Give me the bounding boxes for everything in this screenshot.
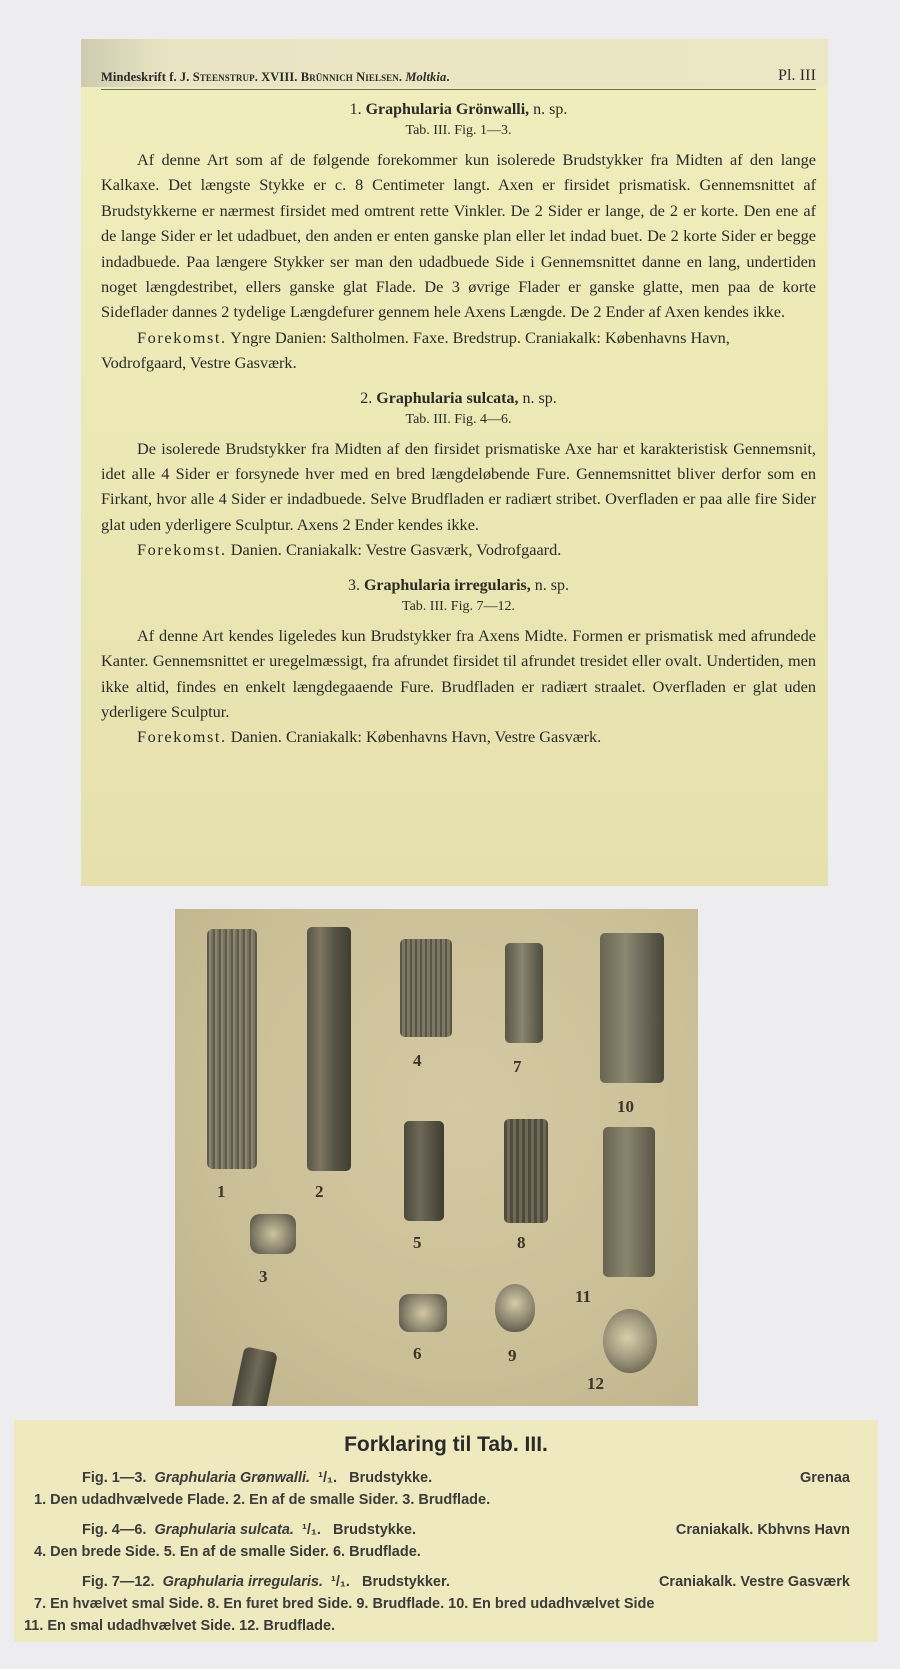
species-name: Graphularia sulcata, xyxy=(376,389,519,407)
legend-fig-ref: Fig. 1—3. xyxy=(82,1470,147,1486)
legend-fig-ref: Fig. 4—6. xyxy=(82,1522,147,1538)
fossil-plate xyxy=(175,909,698,1406)
legend-group-2-items: 4. Den brede Side. 5. En af de smalle Sider. 6. Brudflade. xyxy=(34,1544,421,1560)
figure-label-5: 5 xyxy=(413,1233,422,1252)
legend-title: Forklaring til Tab. III. xyxy=(344,1433,548,1456)
legend-group-1-items: 1. Den udadhvælvede Flade. 2. En af de smalle Sider. 3. Brudflade. xyxy=(34,1492,491,1508)
occurrence-label: Forekomst. xyxy=(137,727,227,747)
section-number: 2. xyxy=(360,389,373,407)
legend-group-1-locality: Grenaa xyxy=(800,1470,850,1486)
legend-group-3-heading xyxy=(82,1574,450,1590)
section-3-tab-ref: Tab. III. Fig. 7—12. xyxy=(402,598,515,614)
header-text: . XVIII. xyxy=(254,70,301,84)
fossil-figure-5 xyxy=(404,1121,444,1221)
section-1-paragraph: Af denne Art som af de følgende forekommer kun isolerede Brudstykker fra Midten af den lange Kalkaxe. Det længste Stykke er c. 8 Centimeter langt. Axen er firsidet prismatisk. Gennemsnittet af Brudstykkerne er nærmest firsidet med omtrent rette Vinkler. De 2 Sider er lange, de 2 er korte. Den ene af de lange Sider er let udadbuet, den anden er enten ganske plan eller let indad buet. De 2 korte Sider er begge indadbuede. Paa længere Stykker ser man den udadbuede Side i Gennemsnittet danne en lang, undertiden noget længdestribet, ellers ganske glat Flade. De 3 øvrige Flader er ganske glatte, men paa de korte Sideflader dannes 2 tydelige Længdefurer gennem hele Axens Længde. De 2 Ender af Axen kendes ikke. xyxy=(101,150,816,322)
legend-group-2-heading xyxy=(82,1522,416,1538)
legend-group-2-locality: Craniakalk. Kbhvns Havn xyxy=(675,1522,850,1538)
occurrence-label: Forekomst. xyxy=(137,540,227,560)
section-1-occurrence xyxy=(101,325,816,376)
species-suffix: n. sp. xyxy=(529,101,568,118)
figure-label-1: 1 xyxy=(217,1182,226,1201)
fossil-figure-6 xyxy=(399,1294,447,1332)
running-header xyxy=(101,63,816,90)
legend-scale: ¹/₁. xyxy=(318,1470,337,1486)
species-suffix: n. sp. xyxy=(518,389,557,407)
legend-species: Graphularia sulcata. xyxy=(154,1522,294,1538)
section-2-paragraph: De isolerede Brudstykker fra Midten af den firsidet prismatiske Axe har et karakteristisk Gennemsnit, idet alle 4 Sider er forsynede hver med en bred længdeløbende Fure. Gennemsnittet bliver derfor som en Firkant, hvor alle 4 Sider er indadbuede. Selve Brudfladen er radiært stribet. Overfladen er paa alle fire Sider glat uden yderligere Sculptur. Axens 2 Ender kendes ikke. xyxy=(101,438,816,534)
legend-species: Graphularia Grønwalli. xyxy=(154,1470,311,1486)
figure-label-9: 9 xyxy=(508,1346,517,1365)
header-moltkia: Moltkia xyxy=(405,70,447,84)
fossil-figure-2 xyxy=(307,927,351,1171)
text-page xyxy=(81,39,828,886)
legend-species: Graphularia irregularis. xyxy=(162,1574,323,1590)
header-text: . xyxy=(446,70,450,84)
fossil-figure-3 xyxy=(250,1214,296,1254)
figure-label-10: 10 xyxy=(617,1097,634,1116)
figure-label-6: 6 xyxy=(413,1344,422,1363)
plate-number: Pl. III xyxy=(777,67,816,84)
legend-kind: Brudstykke. xyxy=(333,1522,417,1538)
section-3-paragraph: Af denne Art kendes ligeledes kun Brudstykker fra Axens Midte. Formen er prismatisk med afrundede Kanter. Gennemsnittet er uregelmæssigt, fra afrundet firsidet til afrundet tresidet eller ovalt. Undertiden, men ikke altid, findes en enkelt længdegaaende Fure. Brudfladen er radiært straalet. Overfladen er glat uden yderligere Sculptur. xyxy=(101,625,816,721)
legend-kind: Brudstykke. xyxy=(349,1470,433,1486)
legend-scale: ¹/₁. xyxy=(302,1522,321,1538)
fossil-figure-8 xyxy=(504,1119,548,1223)
species-name: Graphularia irregularis, xyxy=(363,576,531,594)
figure-label-3: 3 xyxy=(259,1267,268,1286)
occurrence-label: Forekomst. xyxy=(137,327,227,347)
species-name: Graphularia Grönwalli, xyxy=(365,101,530,118)
legend-group-1-heading xyxy=(82,1470,432,1486)
species-suffix: n. sp. xyxy=(530,576,570,594)
fossil-figure-4 xyxy=(400,939,452,1037)
legend-scale: ¹/₁. xyxy=(331,1574,350,1590)
section-3-title xyxy=(101,575,816,597)
figure-label-8: 8 xyxy=(517,1233,526,1252)
legend-kind: Brudstykker. xyxy=(362,1574,450,1590)
header-left xyxy=(101,70,778,85)
figure-label-11: 11 xyxy=(575,1287,592,1306)
fossil-figure-9 xyxy=(495,1284,535,1332)
figure-label-7: 7 xyxy=(513,1057,522,1076)
occurrence-text: Yngre Danien: Saltholmen. Faxe. Bredstrup. Craniakalk: Københavns Havn, Vodrofgaard, Vestre Gasværk. xyxy=(101,327,730,373)
section-1-tab-ref: Tab. III. Fig. 1—3. xyxy=(405,123,512,138)
figure-label-12: 12 xyxy=(587,1374,604,1393)
legend-group-3-items-b: 11. En smal udadhvælvet Side. 12. Brudflade. xyxy=(24,1618,336,1634)
section-2-title xyxy=(101,388,816,410)
occurrence-text: Danien. Craniakalk: Vestre Gasværk, Vodrofgaard. xyxy=(226,540,562,560)
figure-label-2: 2 xyxy=(315,1182,324,1201)
fossil-figure-7 xyxy=(505,943,543,1043)
legend-fig-ref: Fig. 7—12. xyxy=(82,1574,155,1590)
header-text: Mindeskrift f. J. xyxy=(101,70,193,84)
section-2-tab-ref: Tab. III. Fig. 4—6. xyxy=(405,411,512,427)
header-author-nielsen: Brünnich Nielsen xyxy=(300,70,399,84)
fossil-figure-11 xyxy=(603,1127,655,1277)
header-text: . xyxy=(398,70,406,84)
fossil-figure-12 xyxy=(603,1309,657,1373)
legend-page xyxy=(14,1420,878,1642)
figure-label-4: 4 xyxy=(413,1051,422,1070)
text-body xyxy=(101,99,816,750)
fossil-fragment-partial xyxy=(230,1346,278,1406)
section-2-occurrence xyxy=(101,537,816,562)
header-author-steenstrup: Steenstrup xyxy=(192,70,255,84)
section-number: 3. xyxy=(347,576,360,594)
legend-group-3-locality: Craniakalk. Vestre Gasværk xyxy=(658,1574,850,1590)
fossil-figure-10 xyxy=(600,933,664,1083)
section-1-title xyxy=(101,99,816,121)
fossil-figure-1 xyxy=(207,929,257,1169)
section-number: 1. xyxy=(349,101,362,118)
legend-group-3-items-a: 7. En hvælvet smal Side. 8. En furet bred Side. 9. Brudflade. 10. En bred udadhvælvet Side xyxy=(34,1596,655,1612)
section-3-occurrence xyxy=(101,724,816,749)
occurrence-text: Danien. Craniakalk: Københavns Havn, Vestre Gasværk. xyxy=(226,727,602,747)
